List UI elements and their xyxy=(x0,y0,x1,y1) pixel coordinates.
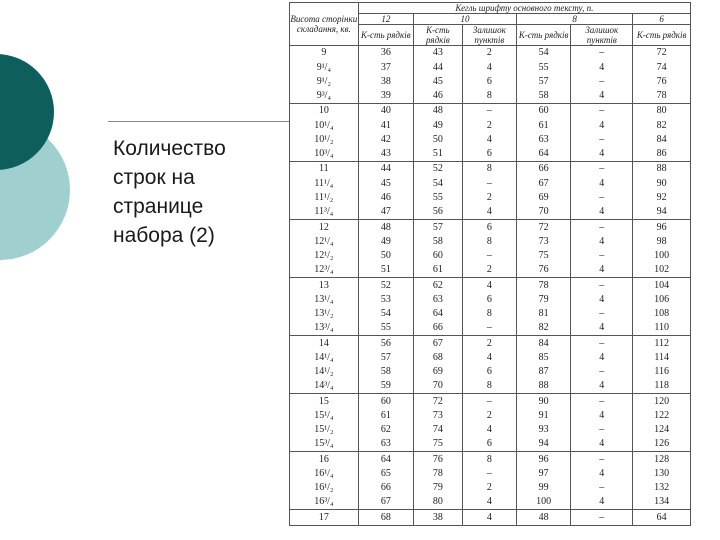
table-cell: 38 xyxy=(358,75,413,89)
table-cell: 37 xyxy=(358,60,413,74)
table-cell: 94 xyxy=(517,437,571,452)
table-cell: 39 xyxy=(358,89,413,104)
table-row xyxy=(290,423,691,437)
table-cell: 55 xyxy=(414,191,463,205)
table-cell: – xyxy=(571,510,633,526)
table-cell: – xyxy=(571,365,633,379)
table-cell: 4 xyxy=(571,321,633,336)
table-cell: 72 xyxy=(414,394,463,409)
table-cell: 4 xyxy=(571,350,633,364)
table-cell: 4 xyxy=(571,437,633,452)
table-cell: 94 xyxy=(633,205,691,220)
table-cell: 108 xyxy=(633,307,691,321)
table-cell: – xyxy=(462,249,516,263)
table-cell: 132 xyxy=(633,481,691,495)
table-row xyxy=(290,452,691,467)
table-cell: 38 xyxy=(414,510,463,526)
table-cell: 100 xyxy=(633,249,691,263)
column-header: К-сть рядків xyxy=(517,25,571,46)
table-cell: 45 xyxy=(414,75,463,89)
slide-title xyxy=(113,134,283,250)
table-cell: 112 xyxy=(633,336,691,351)
table-cell: 44 xyxy=(358,162,413,177)
table-row xyxy=(290,379,691,394)
page-height-cell: 17 xyxy=(290,510,359,526)
table-cell: – xyxy=(571,278,633,293)
page-height-cell: 15¹/₂ xyxy=(290,423,359,437)
table-cell: 57 xyxy=(414,220,463,235)
table-row xyxy=(290,437,691,452)
table-row xyxy=(290,292,691,306)
table-row xyxy=(290,263,691,278)
table-cell: 72 xyxy=(517,220,571,235)
table-row xyxy=(290,350,691,364)
page-height-cell: 10³/₄ xyxy=(290,147,359,162)
table-cell: 54 xyxy=(358,307,413,321)
table-cell: 6 xyxy=(462,75,516,89)
table-row xyxy=(290,46,691,61)
table-cell: – xyxy=(571,423,633,437)
page-height-cell: 12¹/₄ xyxy=(290,234,359,248)
table-cell: 74 xyxy=(414,423,463,437)
table-cell: 40 xyxy=(358,104,413,119)
column-header: К-сть рядків xyxy=(633,25,691,46)
table-cell: 8 xyxy=(462,452,516,467)
table-cell: 75 xyxy=(414,437,463,452)
table-cell: 62 xyxy=(358,423,413,437)
table-cell: 2 xyxy=(462,191,516,205)
table-cell: – xyxy=(571,220,633,235)
table-cell: 59 xyxy=(358,379,413,394)
font-size-header: 10 xyxy=(414,14,517,25)
table-cell: 90 xyxy=(517,394,571,409)
font-size-header: 12 xyxy=(358,14,413,25)
table-cell: 128 xyxy=(633,452,691,467)
table-cell: 4 xyxy=(571,205,633,220)
table-cell: 4 xyxy=(462,495,516,510)
table-row xyxy=(290,321,691,336)
table-cell: 57 xyxy=(358,350,413,364)
table-row xyxy=(290,495,691,510)
table-cell: 84 xyxy=(633,133,691,147)
table-cell: 62 xyxy=(414,278,463,293)
table-cell: 134 xyxy=(633,495,691,510)
table-cell: 91 xyxy=(517,409,571,423)
table-cell: 79 xyxy=(414,481,463,495)
table-cell: 55 xyxy=(517,60,571,74)
table-cell: – xyxy=(571,452,633,467)
table-cell: 54 xyxy=(414,176,463,190)
table-cell: 76 xyxy=(414,452,463,467)
scanned-table-image xyxy=(289,2,691,526)
table-cell: 50 xyxy=(414,133,463,147)
table-cell: 4 xyxy=(462,423,516,437)
page-height-cell: 16³/₄ xyxy=(290,495,359,510)
page-height-cell: 15³/₄ xyxy=(290,437,359,452)
table-cell: 4 xyxy=(571,467,633,481)
table-cell: 54 xyxy=(517,46,571,61)
table-cell: – xyxy=(571,75,633,89)
table-cell: 120 xyxy=(633,394,691,409)
title-divider-line xyxy=(108,121,292,122)
page-height-cell: 10¹/₂ xyxy=(290,133,359,147)
table-cell: 44 xyxy=(414,60,463,74)
table-cell: 6 xyxy=(462,292,516,306)
table-cell: 4 xyxy=(571,292,633,306)
table-cell: 2 xyxy=(462,263,516,278)
page-height-cell: 14¹/₂ xyxy=(290,365,359,379)
table-cell: 76 xyxy=(633,75,691,89)
table-cell: 99 xyxy=(517,481,571,495)
table-cell: 126 xyxy=(633,437,691,452)
table-cell: 67 xyxy=(517,176,571,190)
table-cell: 68 xyxy=(414,350,463,364)
table-row xyxy=(290,220,691,235)
table-cell: 80 xyxy=(414,495,463,510)
table-cell: – xyxy=(571,336,633,351)
table-cell: 67 xyxy=(358,495,413,510)
table-cell: 4 xyxy=(571,234,633,248)
table-cell: 97 xyxy=(517,467,571,481)
table-cell: 76 xyxy=(517,263,571,278)
page-height-cell: 9 xyxy=(290,46,359,61)
table-row xyxy=(290,176,691,190)
table-cell: 114 xyxy=(633,350,691,364)
table-cell: 96 xyxy=(517,452,571,467)
table-cell: 36 xyxy=(358,46,413,61)
page-height-cell: 13³/₄ xyxy=(290,321,359,336)
table-body xyxy=(290,46,691,526)
table-cell: 4 xyxy=(571,147,633,162)
table-cell: 47 xyxy=(358,205,413,220)
table-cell: 60 xyxy=(358,394,413,409)
table-cell: 8 xyxy=(462,307,516,321)
table-cell: 6 xyxy=(462,147,516,162)
page-height-cell: 12¹/₂ xyxy=(290,249,359,263)
table-cell: 118 xyxy=(633,379,691,394)
table-cell: 8 xyxy=(462,234,516,248)
table-cell: 8 xyxy=(462,162,516,177)
table-row xyxy=(290,510,691,526)
table-cell: 87 xyxy=(517,365,571,379)
table-cell: 75 xyxy=(517,249,571,263)
page-height-cell: 10¹/₄ xyxy=(290,118,359,132)
table-cell: 56 xyxy=(358,336,413,351)
page-height-cell: 10 xyxy=(290,104,359,119)
table-cell: 69 xyxy=(517,191,571,205)
table-cell: – xyxy=(571,162,633,177)
table-cell: 73 xyxy=(517,234,571,248)
table-cell: – xyxy=(462,467,516,481)
table-cell: 42 xyxy=(358,133,413,147)
column-header: Залишок пунктів xyxy=(571,25,633,46)
table-cell: 60 xyxy=(414,249,463,263)
table-cell: 98 xyxy=(633,234,691,248)
page-height-cell: 13¹/₄ xyxy=(290,292,359,306)
table-cell: 4 xyxy=(571,176,633,190)
table-cell: 55 xyxy=(358,321,413,336)
table-row xyxy=(290,365,691,379)
table-cell: 66 xyxy=(358,481,413,495)
table-cell: 51 xyxy=(358,263,413,278)
table-cell: – xyxy=(571,46,633,61)
table-cell: 64 xyxy=(633,510,691,526)
table-cell: – xyxy=(571,133,633,147)
table-cell: 82 xyxy=(517,321,571,336)
table-cell: 52 xyxy=(414,162,463,177)
table-cell: 58 xyxy=(358,365,413,379)
table-cell: 60 xyxy=(517,104,571,119)
slide-title-line: странице xyxy=(113,195,204,218)
table-cell: 93 xyxy=(517,423,571,437)
table-cell: 64 xyxy=(414,307,463,321)
table-cell: 110 xyxy=(633,321,691,336)
table-cell: 64 xyxy=(358,452,413,467)
decorative-circles xyxy=(0,0,80,300)
page-height-cell: 14³/₄ xyxy=(290,379,359,394)
table-cell: 2 xyxy=(462,46,516,61)
table-cell: – xyxy=(571,104,633,119)
table-cell: 48 xyxy=(358,220,413,235)
table-cell: 45 xyxy=(358,176,413,190)
table-cell: 48 xyxy=(517,510,571,526)
page-height-cell: 12³/₄ xyxy=(290,263,359,278)
page-height-cell: 11³/₄ xyxy=(290,205,359,220)
table-cell: 92 xyxy=(633,191,691,205)
page-height-cell: 16 xyxy=(290,452,359,467)
table-cell: 82 xyxy=(633,118,691,132)
table-cell: 106 xyxy=(633,292,691,306)
table-cell: 43 xyxy=(358,147,413,162)
table-cell: 58 xyxy=(517,89,571,104)
table-cell: 63 xyxy=(358,437,413,452)
table-cell: 74 xyxy=(633,60,691,74)
table-cell: 6 xyxy=(462,365,516,379)
table-cell: 124 xyxy=(633,423,691,437)
table-cell: 2 xyxy=(462,481,516,495)
table-cell: 48 xyxy=(414,104,463,119)
table-cell: – xyxy=(571,249,633,263)
lines-per-page-table xyxy=(289,2,691,526)
table-cell: 84 xyxy=(517,336,571,351)
table-cell: – xyxy=(462,104,516,119)
table-cell: 4 xyxy=(462,510,516,526)
table-cell: 88 xyxy=(517,379,571,394)
table-cell: 46 xyxy=(358,191,413,205)
table-row xyxy=(290,307,691,321)
table-row xyxy=(290,394,691,409)
page-height-cell: 11 xyxy=(290,162,359,177)
page-height-cell: 14 xyxy=(290,336,359,351)
table-cell: 86 xyxy=(633,147,691,162)
table-cell: 56 xyxy=(414,205,463,220)
table-cell: 4 xyxy=(462,205,516,220)
column-header: К-сть рядків xyxy=(358,25,413,46)
table-cell: 63 xyxy=(414,292,463,306)
column-header: К-сть рядків xyxy=(414,25,463,46)
table-cell: 104 xyxy=(633,278,691,293)
table-cell: – xyxy=(462,394,516,409)
slide-title-line: Количество xyxy=(113,137,226,160)
table-cell: 49 xyxy=(414,118,463,132)
table-cell: 49 xyxy=(358,234,413,248)
table-cell: – xyxy=(571,191,633,205)
table-cell: 96 xyxy=(633,220,691,235)
table-cell: 78 xyxy=(633,89,691,104)
page-height-cell: 12 xyxy=(290,220,359,235)
slide-title-line: строк на xyxy=(113,166,195,189)
table-row xyxy=(290,60,691,74)
page-height-cell: 13 xyxy=(290,278,359,293)
table-cell: 58 xyxy=(414,234,463,248)
table-cell: 61 xyxy=(358,409,413,423)
table-cell: 116 xyxy=(633,365,691,379)
table-cell: 73 xyxy=(414,409,463,423)
table-cell: 8 xyxy=(462,379,516,394)
table-row xyxy=(290,191,691,205)
table-cell: 6 xyxy=(462,220,516,235)
page-height-cell: 16¹/₂ xyxy=(290,481,359,495)
table-row xyxy=(290,75,691,89)
table-cell: 2 xyxy=(462,336,516,351)
table-row xyxy=(290,481,691,495)
table-row xyxy=(290,147,691,162)
table-cell: 64 xyxy=(517,147,571,162)
table-cell: 2 xyxy=(462,409,516,423)
table-row xyxy=(290,205,691,220)
table-cell: – xyxy=(571,481,633,495)
page-height-cell: 11¹/₂ xyxy=(290,191,359,205)
table-cell: 43 xyxy=(414,46,463,61)
table-header-row xyxy=(290,3,691,14)
column-header: Залишок пунктів xyxy=(462,25,516,46)
table-cell: 90 xyxy=(633,176,691,190)
table-cell: 4 xyxy=(571,60,633,74)
page-height-cell: 13¹/₂ xyxy=(290,307,359,321)
table-cell: 78 xyxy=(517,278,571,293)
table-cell: 72 xyxy=(633,46,691,61)
table-row xyxy=(290,118,691,132)
page-height-cell: 9³/₄ xyxy=(290,89,359,104)
table-cell: 80 xyxy=(633,104,691,119)
table-cell: 70 xyxy=(517,205,571,220)
table-cell: 81 xyxy=(517,307,571,321)
table-row xyxy=(290,133,691,147)
table-row xyxy=(290,409,691,423)
table-cell: 41 xyxy=(358,118,413,132)
table-row xyxy=(290,467,691,481)
table-cell: 65 xyxy=(358,467,413,481)
table-cell: 78 xyxy=(414,467,463,481)
table-cell: 52 xyxy=(358,278,413,293)
page-height-cell: 16¹/₄ xyxy=(290,467,359,481)
table-cell: 68 xyxy=(358,510,413,526)
table-cell: 63 xyxy=(517,133,571,147)
table-cell: 66 xyxy=(517,162,571,177)
table-cell: – xyxy=(571,307,633,321)
table-cell: 50 xyxy=(358,249,413,263)
table-cell: 4 xyxy=(462,350,516,364)
table-row xyxy=(290,89,691,104)
slide-title-line: набора (2) xyxy=(113,224,215,247)
table-cell: 4 xyxy=(571,409,633,423)
table-cell: 122 xyxy=(633,409,691,423)
table-row xyxy=(290,104,691,119)
table-cell: 4 xyxy=(571,379,633,394)
font-size-header: 6 xyxy=(633,14,691,25)
table-cell: 61 xyxy=(414,263,463,278)
table-row xyxy=(290,249,691,263)
table-cell: 4 xyxy=(571,263,633,278)
table-cell: 4 xyxy=(571,495,633,510)
table-cell: 4 xyxy=(571,89,633,104)
table-cell: 4 xyxy=(571,118,633,132)
page-height-cell: 9¹/₄ xyxy=(290,60,359,74)
table-cell: 69 xyxy=(414,365,463,379)
page-height-cell: 15 xyxy=(290,394,359,409)
table-cell: 130 xyxy=(633,467,691,481)
table-row xyxy=(290,336,691,351)
font-size-group-header: Кегль шрифту основного тексту, п. xyxy=(358,3,690,14)
table-cell: 4 xyxy=(462,60,516,74)
table-cell: 51 xyxy=(414,147,463,162)
table-cell: 57 xyxy=(517,75,571,89)
table-cell: 102 xyxy=(633,263,691,278)
table-cell: 4 xyxy=(462,133,516,147)
page-height-cell: 9¹/₂ xyxy=(290,75,359,89)
table-cell: 100 xyxy=(517,495,571,510)
table-row xyxy=(290,162,691,177)
table-cell: 67 xyxy=(414,336,463,351)
table-cell: 85 xyxy=(517,350,571,364)
table-cell: 2 xyxy=(462,118,516,132)
page-height-header: Висота сторінки складання, кв. xyxy=(290,3,359,46)
page-height-cell: 15¹/₄ xyxy=(290,409,359,423)
page-height-cell: 14¹/₄ xyxy=(290,350,359,364)
table-cell: – xyxy=(571,394,633,409)
table-cell: 66 xyxy=(414,321,463,336)
table-cell: 6 xyxy=(462,437,516,452)
table-cell: 61 xyxy=(517,118,571,132)
table-cell: 53 xyxy=(358,292,413,306)
table-cell: 46 xyxy=(414,89,463,104)
font-size-header: 8 xyxy=(517,14,633,25)
table-cell: 88 xyxy=(633,162,691,177)
table-cell: – xyxy=(462,176,516,190)
table-cell: 4 xyxy=(462,278,516,293)
table-cell: – xyxy=(462,321,516,336)
table-cell: 70 xyxy=(414,379,463,394)
table-row xyxy=(290,278,691,293)
table-cell: 8 xyxy=(462,89,516,104)
table-row xyxy=(290,234,691,248)
table-cell: 79 xyxy=(517,292,571,306)
page-height-cell: 11¹/₄ xyxy=(290,176,359,190)
